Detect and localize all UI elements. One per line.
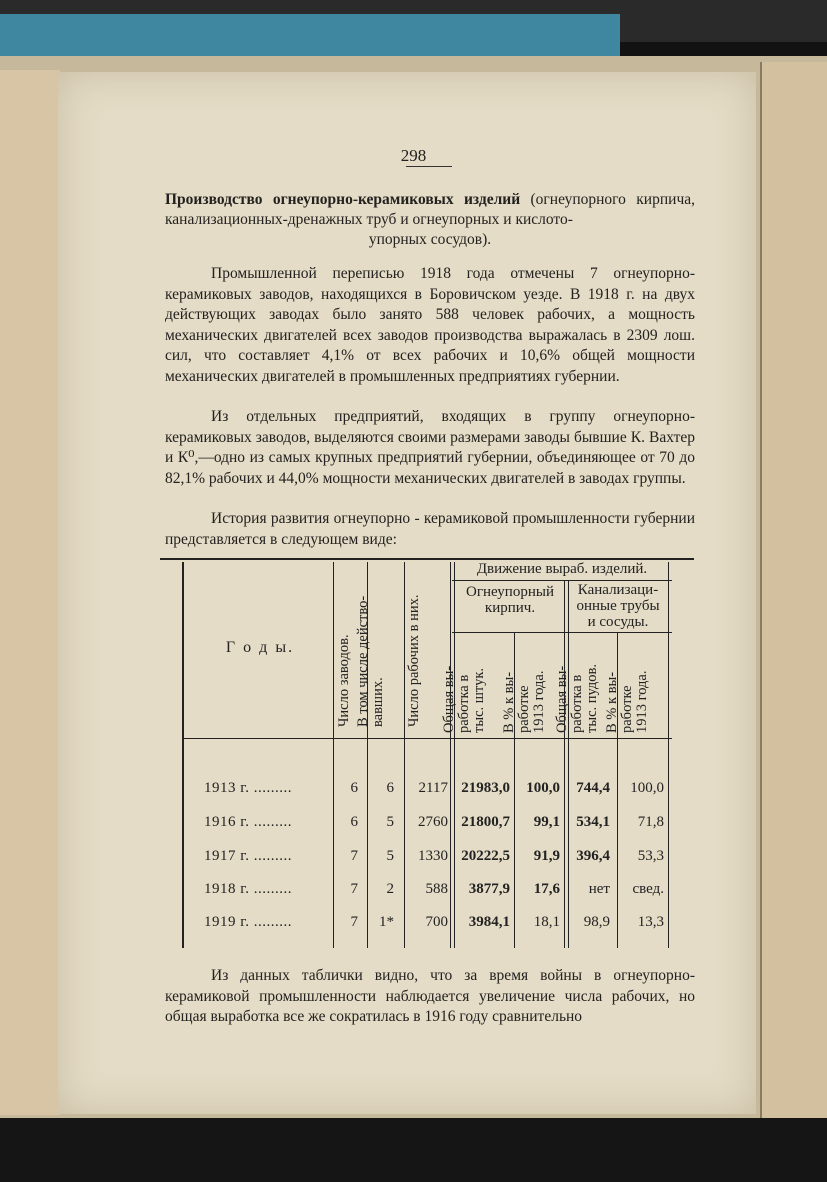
row-1919-pipes: 98,9 xyxy=(583,914,610,930)
row-1918-plants: 7 xyxy=(350,881,358,897)
row-1919-brick-pct: 18,1 xyxy=(533,914,560,930)
paragraph-4: Из данных таблички видно, что за время войны в огнеупорно-керамиковой промышленности наблюдается увеличение числа рабочих, но общая выработка все же сократилась в 1916 году сравнительно xyxy=(165,967,695,1025)
row-1917-year: 1917 г. ......... xyxy=(204,848,292,864)
header-brick-pct-1: В % к вы- xyxy=(501,671,517,733)
left-page-edge xyxy=(0,70,60,1115)
row-1918-workers: 588 xyxy=(425,881,448,897)
row-1918-brick: 3877,9 xyxy=(468,881,510,897)
header-brick-2: кирпич. xyxy=(484,600,536,616)
header-plants: Число заводов. xyxy=(336,634,352,727)
page-number: 298 xyxy=(400,146,427,165)
row-1916-brick-pct: 99,1 xyxy=(533,814,560,830)
header-pipes-1: Канализаци- xyxy=(577,582,659,598)
production-table xyxy=(160,558,694,950)
header-group: Движение выраб. изделий. xyxy=(476,561,648,577)
row-1916-year: 1916 г. ......... xyxy=(204,814,292,830)
row-1916-plants: 6 xyxy=(350,814,358,830)
header-brick-pct-3: 1913 года. xyxy=(531,670,547,733)
header-pipes-pct-2: работке xyxy=(619,685,635,733)
section-heading xyxy=(165,190,695,250)
header-workers: Число рабочих в них. xyxy=(406,594,422,727)
header-bottom-rule xyxy=(182,738,672,739)
row-1913-pipes: 744,4 xyxy=(576,780,610,796)
header-pipes-pct-1: В % к вы- xyxy=(604,671,620,733)
row-1917-pipes: 396,4 xyxy=(576,848,610,864)
col-rule-6a xyxy=(564,580,565,948)
header-active-1: В том числе действо- xyxy=(355,595,371,727)
heading-rest: (огнеупорного кирпича, канализационных-дренажных труб и огнеупорных и кислото- xyxy=(165,191,695,228)
col-rule-3 xyxy=(404,562,405,948)
paragraph-1: Промышленной переписью 1918 года отмечены 7 огнеупорно-керамиковых заводов, находящихся в Боровичском уезде. В 1918 г. на двух действующих заводах было занято 588 человек рабочих, а мощность механических двигателей всех заводов производства выражалась в 2309 лош. сил, что составляет 4,1% от всех рабочих и 10,6% общей мощности механических двигателей в промышленных предприятиях губернии. xyxy=(165,265,695,385)
row-1917-workers: 1330 xyxy=(418,848,448,864)
row-1919-pipes-pct: 13,3 xyxy=(637,914,664,930)
row-1919-year: 1919 г. ......... xyxy=(204,914,292,930)
table-left-rule xyxy=(182,562,184,948)
row-1913-year: 1913 г. ......... xyxy=(204,780,292,796)
header-pipes-3: и сосуды. xyxy=(587,614,649,630)
row-1913-workers: 2117 xyxy=(418,780,448,796)
header-active-2: вавших. xyxy=(370,677,386,727)
heading-last-line: упорных сосудов). xyxy=(368,231,492,248)
header-brick-output-3: тыс. штук. xyxy=(471,668,487,733)
row-1918-year: 1918 г. ......... xyxy=(204,881,292,897)
page-number-rule xyxy=(406,166,452,167)
row-1913-plants: 6 xyxy=(350,780,358,796)
right-page-edge xyxy=(760,62,827,1118)
header-brick-1: Огнеупорный xyxy=(466,584,554,600)
header-pipes-pct-3: 1913 года. xyxy=(634,670,650,733)
row-1917-brick-pct: 91,9 xyxy=(533,848,560,864)
header-brick-pct-2: работке xyxy=(516,685,532,733)
header-brick-output-2: работка в xyxy=(456,674,472,733)
paragraph-2: Из отдельных предприятий, входящих в группу огнеупорно-керамиковых заводов, выделяются своими размерами заводы бывшие К. Вахтер и К⁰,—одно из самых крупных предприятий губернии, объединяющее от 70 до 82,1% рабочих и 44,0% мощности механических двигателей в заводах группы. xyxy=(165,408,695,487)
row-1918-pipes-pct: свед. xyxy=(632,881,664,897)
row-1917-active: 5 xyxy=(386,848,394,864)
row-1919-active: 1* xyxy=(379,914,394,930)
row-1916-pipes: 534,1 xyxy=(576,814,610,830)
row-1913-active: 6 xyxy=(386,780,394,796)
col-rule-4b xyxy=(454,562,455,948)
col-rule-4a xyxy=(450,562,451,948)
row-1918-pipes: нет xyxy=(588,881,610,897)
header-brick-output-1: Общая вы- xyxy=(441,665,457,733)
col-rule-1 xyxy=(333,562,334,948)
row-1919-workers: 700 xyxy=(425,914,448,930)
row-1918-active: 2 xyxy=(386,881,394,897)
row-1916-active: 5 xyxy=(386,814,394,830)
row-1916-workers: 2760 xyxy=(418,814,448,830)
col-rule-6b xyxy=(568,580,569,948)
header-pipes-output-2: работка в xyxy=(569,674,585,733)
paragraph-3: История развития огнеупорно - керамиковой промышленности губернии представляется в следующем виде: xyxy=(165,510,695,548)
heading-bold: Производство огнеупорно-керамиковых изделий xyxy=(165,191,521,208)
row-1917-brick: 20222,5 xyxy=(461,848,510,864)
header-pipes-output-3: тыс. пудов. xyxy=(584,664,600,733)
row-1919-plants: 7 xyxy=(350,914,358,930)
row-1919-brick: 3984,1 xyxy=(468,914,510,930)
table-right-rule xyxy=(668,562,669,948)
row-1917-pipes-pct: 53,3 xyxy=(637,848,664,864)
row-1917-plants: 7 xyxy=(350,848,358,864)
row-1916-brick: 21800,7 xyxy=(461,814,510,830)
row-1913-brick-pct: 100,0 xyxy=(526,780,560,796)
row-1918-brick-pct: 17,6 xyxy=(533,881,560,897)
row-1916-pipes-pct: 71,8 xyxy=(637,814,664,830)
background-bottom xyxy=(0,1118,827,1182)
header-pipes-2: онные трубы xyxy=(576,598,660,614)
row-1913-pipes-pct: 100,0 xyxy=(630,780,664,796)
header-pipes-output-1: Общая вы- xyxy=(554,665,570,733)
row-1913-brick: 21983,0 xyxy=(461,780,510,796)
subgroup-rule xyxy=(452,632,672,633)
group-rule xyxy=(452,580,672,581)
header-years: Г о д ы. xyxy=(225,639,295,656)
table-top-rule xyxy=(160,558,694,560)
